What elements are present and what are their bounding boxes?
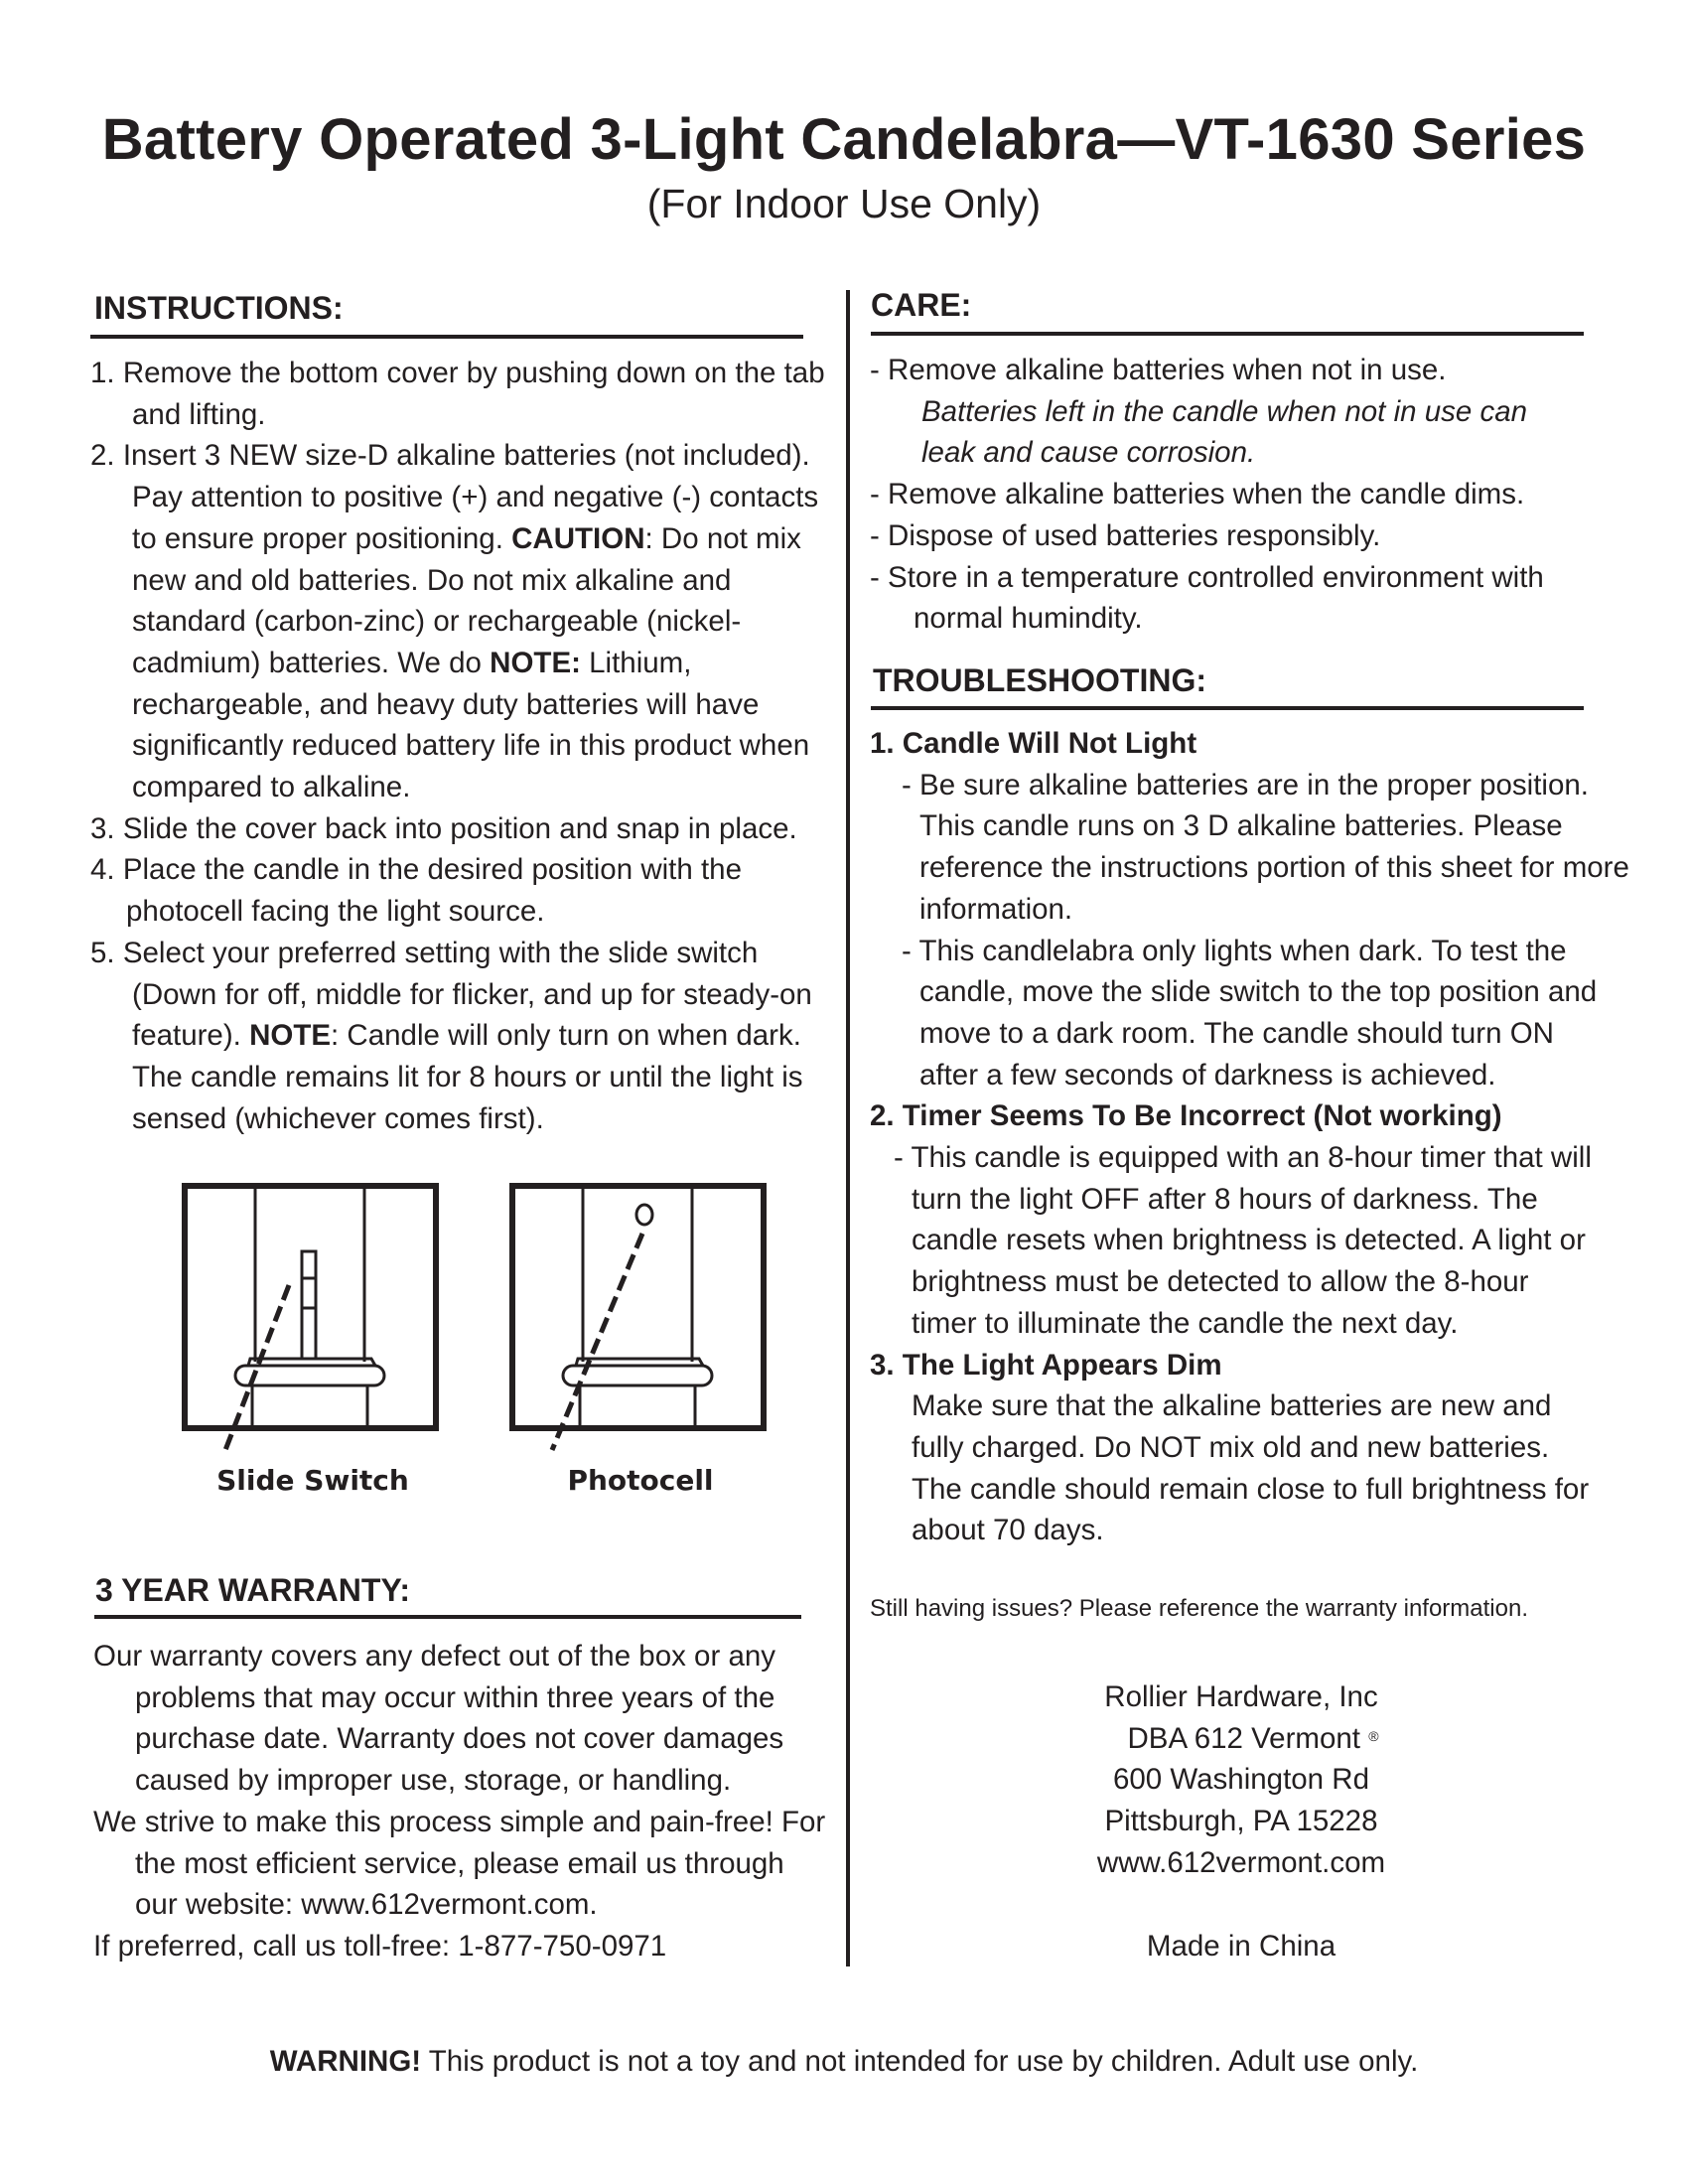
company-dba: DBA 612 Vermont ® (1127, 1721, 1379, 1755)
made-in: Made in China (1146, 1929, 1336, 1963)
company-name: Rollier Hardware, Inc (1104, 1680, 1378, 1713)
note-label: NOTE (249, 1019, 332, 1053)
step-number: 3. (90, 811, 115, 845)
step-text: Place the candle in the desired position with the photocell facing the light source. (122, 853, 742, 929)
company-website-link[interactable]: www.612vermont.com (1096, 1845, 1386, 1879)
care-rule (871, 332, 1584, 336)
page-title: Battery Operated 3-Light Candelabra—VT-1630 Series (101, 107, 1587, 172)
note-text: : Candle will only turn on when dark. The candle remains lit for 8 hours or until the light is sensed (whichever comes first). (132, 1019, 803, 1135)
care-item: - Dispose of used batteries responsibly. (870, 518, 1381, 552)
note-label: NOTE: (490, 646, 581, 679)
issue-2-point-1: - This candle is equipped with an 8-hour timer that will turn the light OFF after 8 hours of darkness. The candle resets when brightness is detected. A light or brightness must be detected to allow the 8-hour timer to illuminate the candle the next day. (894, 1141, 1592, 1340)
warranty-paragraph-3: If preferred, call us toll-free: 1-877-750-0971 (93, 1929, 667, 1963)
step-text: Insert 3 NEW size-D alkaline batteries (not included). Pay attention to positive (+) and negative (-) contacts to ensure proper positioning. (122, 439, 819, 555)
slide-switch-diagram-icon (179, 1178, 447, 1466)
instructions-heading: INSTRUCTIONS: (94, 290, 344, 326)
step-text: Remove the bottom cover by pushing down on the tab and lifting. (122, 357, 825, 431)
company-address (993, 1676, 1489, 1966)
warranty-rule (94, 1615, 801, 1619)
troubleshooting-list (870, 723, 1644, 1551)
company-street: 600 Washington Rd (1112, 1763, 1369, 1797)
warning-label: WARNING! (269, 2045, 422, 2078)
warranty-paragraph-2: We strive to make this process simple and pain-free! For the most efficient service, please email us through our website: www.612vermont.com. (93, 1805, 826, 1922)
photocell-diagram-icon (506, 1178, 774, 1466)
step-text: Slide the cover back into position and snap in place. (122, 811, 797, 845)
care-item: - Remove alkaline batteries when the candle dims. (870, 478, 1525, 511)
still-having-issues-note: Still having issues? Please reference the warranty information. (870, 1595, 1528, 1622)
note-text: Lithium, rechargeable, and heavy duty batteries will have significantly reduced battery life in this product when compared to alkaline. (132, 646, 810, 804)
issue-3-title: 3. The Light Appears Dim (870, 1348, 1222, 1382)
issue-1-title: 1. Candle Will Not Light (870, 727, 1197, 760)
warranty-heading: 3 YEAR WARRANTY: (95, 1572, 411, 1608)
caution-label: CAUTION (511, 521, 645, 555)
care-item: - Remove alkaline batteries when not in use. (870, 354, 1447, 386)
warranty-body (93, 1636, 828, 1967)
instruction-step-5 (90, 933, 839, 1140)
care-list (870, 350, 1595, 640)
column-divider (846, 290, 850, 1966)
step-number: 1. (90, 357, 115, 389)
spacer (993, 1884, 1489, 1926)
instructions-list (90, 353, 845, 1139)
step-number: 4. (90, 853, 115, 887)
care-note: Batteries left in the candle when not in use can leak and cause corrosion. (921, 394, 1528, 470)
photocell-figure (506, 1178, 774, 1516)
issue-2-title: 2. Timer Seems To Be Incorrect (Not working) (870, 1099, 1502, 1133)
photocell-label: Photocell (567, 1464, 714, 1497)
instruction-step-2 (90, 435, 837, 807)
issue-1-point-2: - This candlelabra only lights when dark. To test the candle, move the slide switch to the top position and move to a dark room. The candle should turn ON after a few seconds of darkness is achieved. (902, 934, 1598, 1092)
warning-text: This product is not a toy and not intended for use by children. Adult use only. (421, 2045, 1419, 2078)
instruction-step-1 (90, 353, 832, 435)
registered-trademark-icon: ® (1368, 1727, 1379, 1744)
slide-switch-label: Slide Switch (216, 1464, 409, 1497)
troubleshooting-rule (871, 706, 1584, 710)
step-number: 2. (90, 439, 115, 473)
caution-text: : Do not mix new and old batteries. Do not mix alkaline and standard (carbon-zinc) or rechargeable (nickel-cadmium) batteries. We do (132, 521, 801, 679)
care-heading: CARE: (871, 287, 972, 323)
instruction-step-4 (90, 849, 821, 932)
issue-3-text: Make sure that the alkaline batteries are new and fully charged. Do NOT mix old and new batteries. The candle should remain close to full brightness for about 70 days. (912, 1389, 1590, 1547)
care-item: - Store in a temperature controlled environment with normal humindity. (870, 560, 1544, 636)
company-city: Pittsburgh, PA 15228 (1104, 1805, 1378, 1838)
step-text: Select your preferred setting with the slide switch (Down for off, middle for flicker, and up for steady-on feature). (122, 936, 812, 1053)
footer-warning (0, 2044, 1688, 2080)
slide-switch-figure (179, 1178, 447, 1516)
instructions-rule (90, 335, 803, 339)
step-number: 5. (90, 936, 115, 969)
instruction-step-3 (90, 808, 887, 850)
page-subtitle: (For Indoor Use Only) (646, 181, 1042, 226)
troubleshooting-heading: TROUBLESHOOTING: (873, 662, 1206, 698)
issue-1-point-1: - Be sure alkaline batteries are in the proper position. This candle runs on 3 D alkaline batteries. Please reference the instructions portion of this sheet for more information. (902, 768, 1629, 926)
warranty-paragraph-1: Our warranty covers any defect out of the box or any problems that may occur within three years of the purchase date. Warranty does not cover damages caused by improper use, storage, or handling. (93, 1640, 784, 1798)
